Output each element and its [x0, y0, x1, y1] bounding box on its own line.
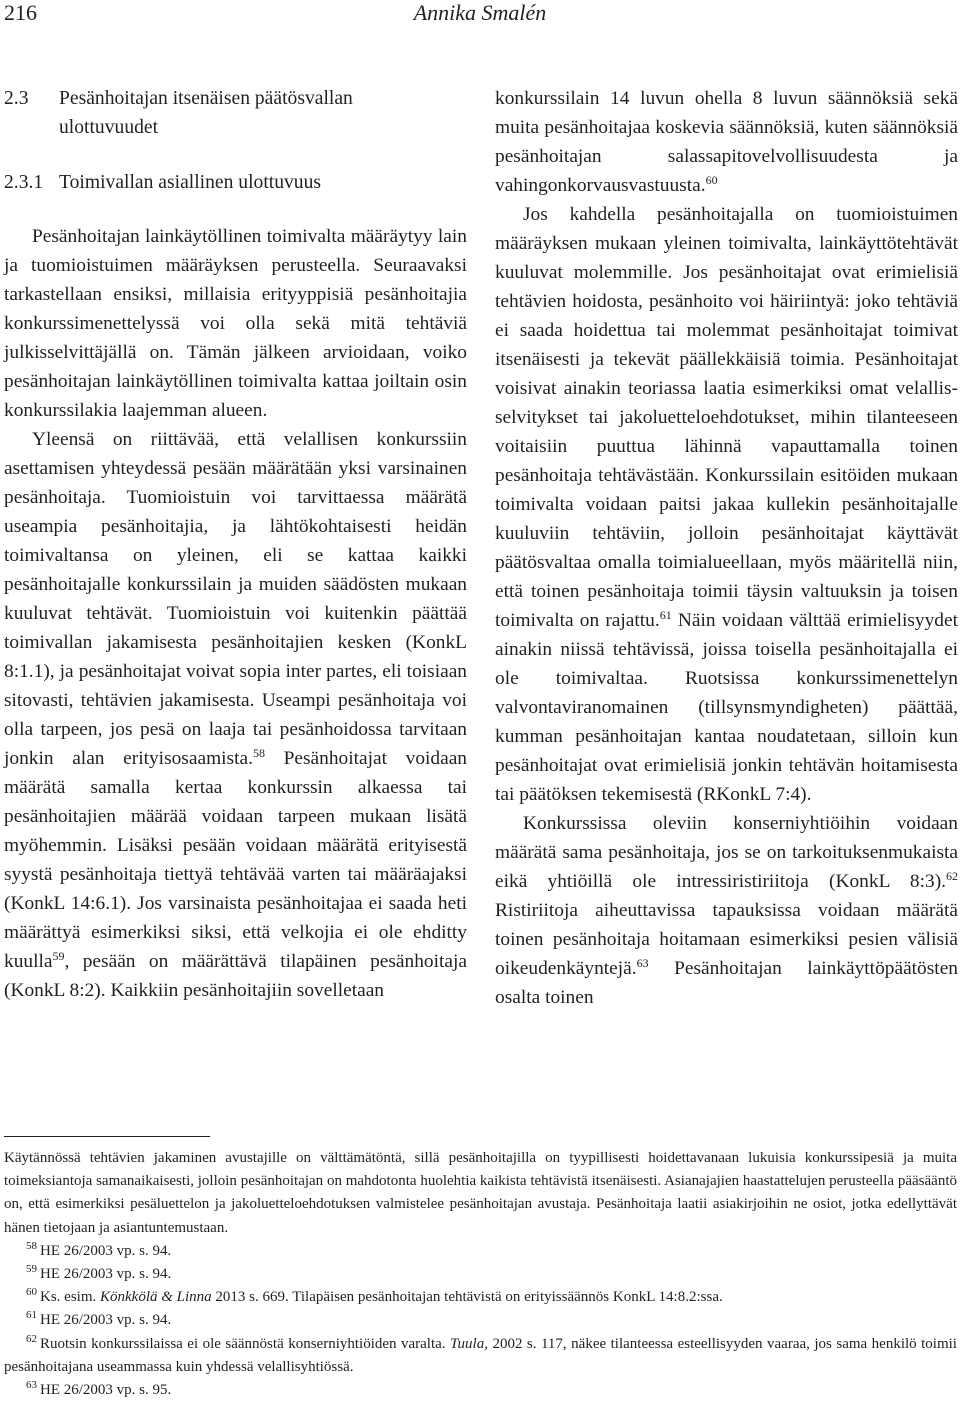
subsection-heading	[4, 168, 467, 197]
footnote-62	[4, 1333, 957, 1379]
footnote-ref-60[interactable]: 60	[705, 173, 718, 187]
footnote-text: 2013 s. 669. Tilapäisen pesänhoitajan tehtävistä on erityissäännös KonkL 14:8.2:ssa.	[211, 1289, 723, 1306]
footnote-text: , 2002 s. 117, näkee tilanteessa esteellisyyden vaaraa, jos sama henkilö toimii pesänhoitajana useammassa kuin yhdessä velallisyhtiössä.	[4, 1335, 957, 1375]
paragraph-text: Ristiriitoja aiheuttavissa tapauksissa voidaan määrätä toinen pesänhoitaja hoitamaan esimerkiksi pesien välisiä oikeudenkäyntejä.	[495, 900, 958, 979]
footnote-number: 58	[26, 1239, 37, 1252]
left-column	[4, 84, 467, 1005]
paragraph-text: Jos kahdella pesänhoitajalla on tuomioistuimen määräyksen mukaan yleinen toimivalta, lainkäyttötehtävät kuuluvat molemmille. Jos pesänhoitajat ovat erimielisiä tehtävien hoidosta, pesänhoito voi häiriintyä: joko tehtäviä ei saada hoidettua tai molemmat pesänhoitajat toimivat itsenäisesti ja tekevät päällekkäisiä toimia. Pesänhoitajat voisivat ainakin teoriassa laatia esimerkiksi omat velallisselvitykset tai jakoluetteloehdotukset, mihin tilanteeseen voitaisiin puuttua lähinnä vapauttamalla toinen pesänhoitaja tehtävästään. Konkurssilain esitöiden mukaan toimivalta voidaan paitsi jakaa kullekin pesänhoitajalle kuuluviin tehtäviin, jolloin pesänhoitajat käyttävät päätösvaltaa omalla toimialueellaan, myös määritellä niin, että toinen pesänhoitaja toimii täysin valtuuksin ja toisen toimivalta on rajattu.	[495, 204, 958, 631]
footnote-text: Ruotsin konkurssilaissa ei ole säännöstä konserniyhtiöiden varalta.	[40, 1335, 451, 1352]
footnote-59	[4, 1263, 957, 1286]
footnote-text: Ks. esim.	[40, 1289, 100, 1306]
footnotes	[4, 1147, 957, 1402]
footnote-ref-58[interactable]: 58	[252, 746, 265, 760]
paragraph	[495, 84, 958, 200]
footnote-author: Tuula	[450, 1335, 485, 1352]
section-title-line1: Pesänhoitajan itsenäisen päätösvallan	[59, 88, 353, 109]
footnote-author: Könkkölä & Linna	[100, 1289, 212, 1306]
footnote-text: HE 26/2003 vp. s. 94.	[40, 1242, 172, 1259]
paragraph-text: konkurssilain 14 luvun ohella 8 luvun säännöksiä sekä muita pesänhoitajaa koskevia säännöksiä, kuten säännöksiä pesänhoitajan salassapitovelvollisuudesta ja vahingonkorvausvastuusta.	[495, 88, 958, 196]
footnote-ref-59[interactable]: 59	[52, 949, 65, 963]
footnote-number: 61	[26, 1309, 37, 1322]
footnote-number: 60	[26, 1286, 37, 1299]
paragraph-text: Pesänhoitajat voidaan määrätä samalla kertaa konkurssin alkaessa tai pesänhoitajien määrää voidaan tarpeen mukaan lisätä myöhemmin. Lisäksi pesään voidaan määrätä erityisestä syystä pesänhoitaja tiettyä tehtävää varten tai määräajaksi (KonkL 14:6.1). Jos varsinaista pesänhoitajaa ei saada heti määrättyä esimerkiksi siksi, että velkojia ei ole ehditty kuulla	[4, 748, 468, 972]
footnote-number: 63	[26, 1379, 37, 1392]
footnote-58	[4, 1240, 957, 1263]
footnote-number: 59	[26, 1263, 37, 1276]
subsection-number: 2.3.1	[4, 172, 44, 193]
footnote-ref-62[interactable]: 62	[946, 869, 958, 883]
right-column	[495, 84, 958, 1012]
footnote-ref-61[interactable]: 61	[659, 608, 672, 622]
subsection-title: Toimivallan asiallinen ulottuvuus	[59, 172, 322, 193]
running-head-author: Annika Smalén	[413, 0, 547, 25]
paragraph	[495, 200, 958, 809]
footnote-60	[4, 1286, 957, 1309]
paragraph-text: Pesänhoitajan lainkäyttöpäätösten osalta toinen	[495, 958, 958, 1008]
footnote-61	[4, 1309, 957, 1332]
paragraph-text: Yleensä on riittävää, että velallisen konkurssiin asettamisen yhteydessä pesään määrätään yksi varsinainen pesänhoitaja. Tuomioistuin voi tarvittaessa määrätä useampia pesänhoitajia, ja lähtökohtaisesti heidän toimivaltansa on yleinen, eli se kattaa kaikki pesänhoitajalle konkurssilain ja muiden säädösten mukaan kuuluvat tehtävät. Tuomioistuin voi kuitenkin päättää toimivallan jakamisesta pesänhoitajien kesken (KonkL 8:1.1), ja pesänhoitajat voivat sopia inter partes, eli toisiaan sitovasti, tehtävien jakamisesta. Useampi pesänhoitaja voi olla tarpeen, jos pesä on laaja tai pesänhoidossa tarvitaan jonkin alan erityisosaamista.	[4, 429, 467, 769]
paragraph	[4, 425, 467, 1005]
footnote-separator	[4, 1136, 210, 1137]
page-number: 216	[4, 0, 37, 25]
paragraph-text: Konkurssissa oleviin konserniyhtiöihin voidaan määrätä sama pesänhoitaja, jos se on tarkoituksenmukaista eikä yhtiöillä ole intressiristiriitoja (KonkL 8:3).	[495, 813, 958, 892]
footnote-63	[4, 1379, 957, 1402]
footnote-continuation: Käytännössä tehtävien jakaminen avustajille on välttämätöntä, sillä pesänhoitajilla on tyypillisesti hoidettavanaan lukuisia konkurssipesiä ja muita toimeksiantoja samanaikaisesti, jolloin pesänhoitajan on mahdotonta huolehtia kaikista tehtävistä itsenäisesti. Asianajajien haastattelujen perusteella pääsääntö on, että esimerkiksi pesäluettelon ja jakoluetteloehdotuksen valmistelee pesänhoitajan avustaja. Pesänhoitaja laatii asiakirjoihin ne osiot, jotka edellyttävät hänen tietojaan ja asiantuntemustaan.	[4, 1150, 957, 1236]
section-title-line2: ulottuvuudet	[59, 117, 159, 138]
footnote-text: HE 26/2003 vp. s. 94.	[40, 1266, 172, 1283]
paragraph-text: Näin voidaan välttää erimielisyydet ainakin niissä tehtävissä, joissa toisella pesänhoitajalla ei ole toimivaltaa. Ruotsissa konkurssimenettelyn valvontaviranomainen (tillsynsmyndigheten) päättää, kumman pesänhoitajan kantaa noudatetaan, silloin kun pesänhoitajat ovat erimielisiä jonkin tehtävän hoitamisesta tai päätöksen tekemisestä (RKonkL 7:4).	[495, 610, 958, 805]
footnote-text: HE 26/2003 vp. s. 94.	[40, 1312, 172, 1329]
footnote-number: 62	[26, 1332, 37, 1345]
paragraph	[495, 809, 958, 1012]
footnote-ref-63[interactable]: 63	[636, 956, 649, 970]
section-heading	[4, 84, 467, 142]
footnote-text: HE 26/2003 vp. s. 95.	[40, 1382, 172, 1399]
section-number: 2.3	[4, 88, 29, 109]
paragraph: Pesänhoitajan lainkäytöllinen toimivalta määräytyy lain ja tuomioistuimen määräyksen perusteella. Seuraavaksi tarkastellaan ensiksi, millaisia erityyppisiä pesänhoitajia konkurssimenettelyssä voi olla sekä mitä tehtäviä julkisselvittäjällä on. Tämän jälkeen arvioidaan, voiko pesänhoitajan lainkäytöllinen toimivalta kattaa joiltain osin konkurssilakia laajemman alueen.	[4, 226, 467, 421]
page-header	[4, 0, 956, 30]
paragraph-text: , pesään on määrättävä tilapäinen pesänhoitaja (KonkL 8:2). Kaikkiin pesänhoitajiin sovelletaan	[4, 951, 467, 1001]
